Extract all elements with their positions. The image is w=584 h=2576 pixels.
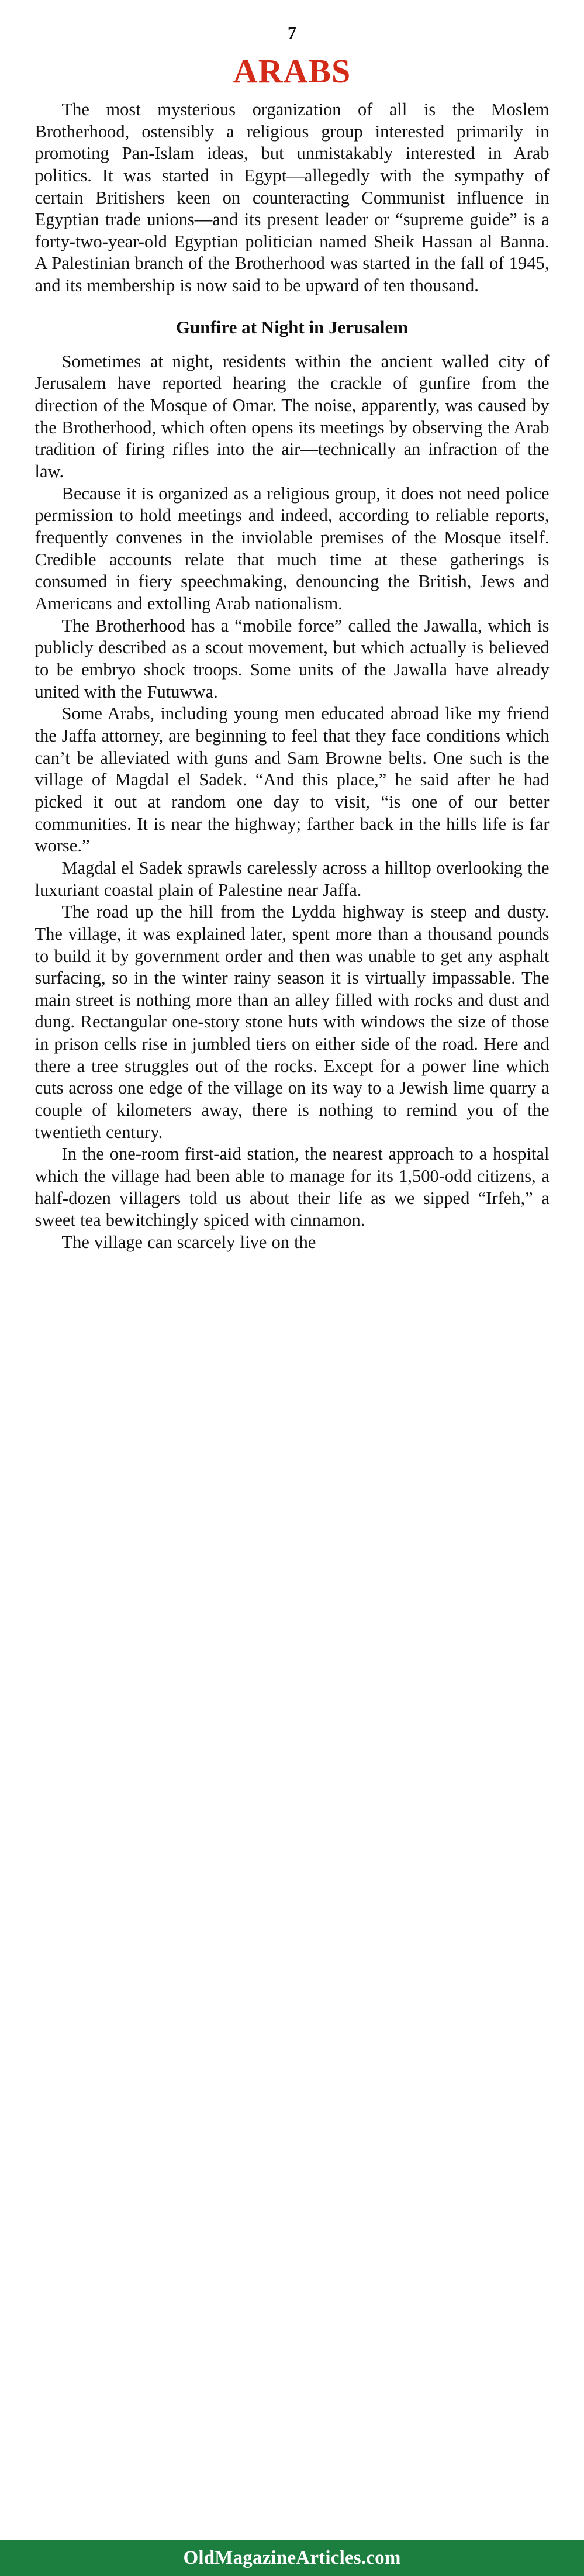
paragraph-5: Some Arabs, including young men educated abroad like my friend the Jaffa attorney, are beginning to feel that they face conditions which can’t be alleviated with guns and Sam Browne belts. One such is the village of Magdal el Sadek. “And this place,” he said after he had picked it out at random one day to visit, “is one of our better communities. It is near the highway; farther back in the hills life is far worse.” — [34, 704, 550, 856]
paragraph-3: Because it is organized as a religious group, it does not need police permission to hold meetings and indeed, according to reliable reports, frequently convenes in the inviolable premises of the Mosque itself. Credible accounts relate that much time at these gatherings is consumed in fiery speechmaking, denouncing the British, Jews and Americans and extolling Arab nationalism. — [34, 483, 550, 614]
article-content — [35, 0, 550, 1254]
paragraph-7: The road up the hill from the Lydda highway is steep and dusty. The village, it was explained later, spent more than a thousand pounds to build it by government order and then was unable to get any asphalt surfacing, so in the winter rainy season it is virtually impassable. The main street is nothing more than an alley filled with rocks and dust and dung. Rectangular one-story stone huts with windows the size of those in prison cells rise in jumbled tiers on either side of the road. Here and there a tree struggles out of the rocks. Except for a power line which cuts across one edge of the village on its way to a Jewish lime quarry a couple of kilometers away, there is nothing to remind you of the twentieth century. — [34, 902, 550, 1142]
paragraph-6: Magdal el Sadek sprawls carelessly across a hilltop overlooking the luxuriant coastal plain of Palestine near Jaffa. — [34, 857, 550, 900]
site-brand[interactable]: OldMagazineArticles.com — [183, 2547, 401, 2568]
page-number: 7 — [288, 23, 296, 43]
paragraph-1: The most mysterious organization of all is the Moslem Brotherhood, ostensibly a religious group interested primarily in promoting Pan-Islam ideas, but unmistakably interested in Arab politics. It was started in Egypt—allegedly with the sympathy of certain Britishers keen on counteracting Communist influence in Egyptian trade unions—and its present leader or “supreme guide” is a forty-two-year-old Egyptian politician named Sheik Hassan al Banna. A Palestinian branch of the Brotherhood was started in the fall of 1945, and its membership is now said to be upward of ten thousand. — [34, 99, 550, 296]
page-title: ARABS — [233, 52, 351, 90]
paragraph-4: The Brotherhood has a “mobile force” called the Jawalla, which is publicly described as a scout movement, but which actually is believed to be embryo shock troops. Some units of the Jawalla have already united with the Futuwwa. — [34, 615, 550, 702]
paragraph-2: Sometimes at night, residents within the ancient walled city of Jerusalem have reported hearing the crackle of gunfire from the direction of the Mosque of Omar. The noise, apparently, was caused by the Brotherhood, which often opens its meetings by observing the Arab tradition of firing rifles into the air—technically an infraction of the law. — [34, 351, 550, 482]
site-footer — [0, 2540, 584, 2576]
paragraph-9: The village can scarcely live on the — [61, 1232, 316, 1253]
section-subheading: Gunfire at Night in Jerusalem — [175, 316, 409, 337]
paragraph-8: In the one-room first-aid station, the nearest approach to a hospital which the village had been able to manage for its 1,500-odd citizens, a half-dozen villagers told us about their life as we sipped “Irfeh,” a sweet tea bewitchingly spiced with cinnamon. — [34, 1144, 550, 1230]
